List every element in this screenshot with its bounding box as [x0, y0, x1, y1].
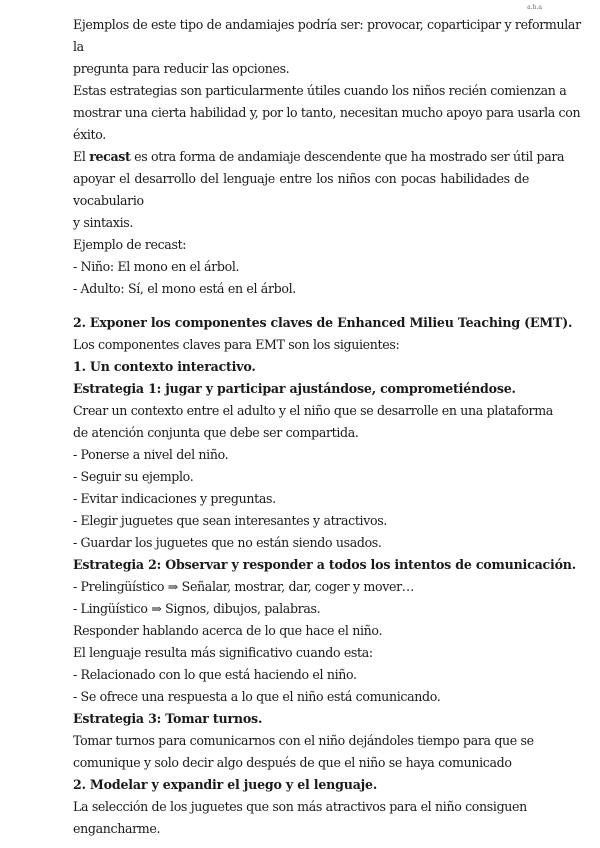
- paragraph-line: la: [73, 39, 84, 54]
- text: es otra forma de andamiaje descendente que ha mostrado ser útil para: [130, 149, 565, 164]
- component-heading: 1. Un contexto interactivo.: [73, 359, 256, 374]
- paragraph-line: Tomar turnos para comunicarnos con el niño dejándoles tiempo para que se: [73, 733, 534, 748]
- paragraph-line: Ejemplos de este tipo de andamiajes podría ser: provocar, coparticipar y reformular: [73, 17, 581, 32]
- section-intro: Los componentes claves para EMT son los siguientes:: [73, 337, 400, 352]
- list-item: - Relacionado con lo que está haciendo el niño.: [73, 667, 357, 682]
- list-item: - Ponerse a nivel del niño.: [73, 447, 229, 462]
- recast-child-line: - Niño: El mono en el árbol.: [73, 259, 240, 274]
- list-item: - Evitar indicaciones y preguntas.: [73, 491, 276, 506]
- paragraph-line: vocabulario: [73, 193, 144, 208]
- paragraph-line: Responder hablando acerca de lo que hace el niño.: [73, 623, 383, 638]
- text: El: [73, 149, 90, 164]
- paragraph-line: y sintaxis.: [73, 215, 134, 230]
- paragraph-line: apoyar el desarrollo del lenguaje entre los niños con pocas habilidades de: [73, 171, 529, 186]
- paragraph-line: [73, 146, 565, 168]
- section-heading: 2. Exponer los componentes claves de Enhanced Milieu Teaching (EMT).: [73, 315, 573, 330]
- strategy-heading: Estrategia 1: jugar y participar ajustándose, comprometiéndose.: [73, 381, 516, 396]
- recast-term: recast: [89, 149, 131, 164]
- recast-example-title: Ejemplo de recast:: [73, 237, 187, 252]
- page-header-mark: a.h.a: [527, 4, 542, 11]
- paragraph-line: de atención conjunta que debe ser compartida.: [73, 425, 359, 440]
- paragraph-line: Estas estrategias son particularmente útiles cuando los niños recién comienzan a: [73, 83, 567, 98]
- paragraph-line: comunique y solo decir algo después de que el niño se haya comunicado: [73, 755, 512, 770]
- paragraph-line: El lenguaje resulta más significativo cuando esta:: [73, 645, 373, 660]
- list-item: - Se ofrece una respuesta a lo que el niño está comunicando.: [73, 689, 441, 704]
- document-page: [73, 14, 581, 840]
- list-item: - Guardar los juguetes que no están siendo usados.: [73, 535, 382, 550]
- list-item: - Seguir su ejemplo.: [73, 469, 194, 484]
- strategy-heading: Estrategia 3: Tomar turnos.: [73, 711, 263, 726]
- paragraph-line: éxito.: [73, 127, 106, 142]
- paragraph-line: La selección de los juguetes que son más atractivos para el niño consiguen: [73, 799, 527, 814]
- paragraph-line: pregunta para reducir las opciones.: [73, 61, 290, 76]
- recast-adult-line: - Adulto: Sí, el mono está en el árbol.: [73, 281, 296, 296]
- list-item: - Elegir juguetes que sean interesantes y atractivos.: [73, 513, 387, 528]
- list-item: - Lingüístico ⇒ Signos, dibujos, palabras.: [73, 601, 321, 616]
- component-heading: 2. Modelar y expandir el juego y el lenguaje.: [73, 777, 378, 792]
- list-item: - Prelingüístico ⇒ Señalar, mostrar, dar, coger y mover…: [73, 579, 415, 594]
- paragraph-line: mostrar una cierta habilidad y, por lo tanto, necesitan mucho apoyo para usarla con: [73, 105, 581, 120]
- paragraph-line: Crear un contexto entre el adulto y el niño que se desarrolle en una plataforma: [73, 403, 553, 418]
- paragraph-line: engancharme.: [73, 821, 161, 836]
- strategy-heading: Estrategia 2: Observar y responder a todos los intentos de comunicación.: [73, 557, 576, 572]
